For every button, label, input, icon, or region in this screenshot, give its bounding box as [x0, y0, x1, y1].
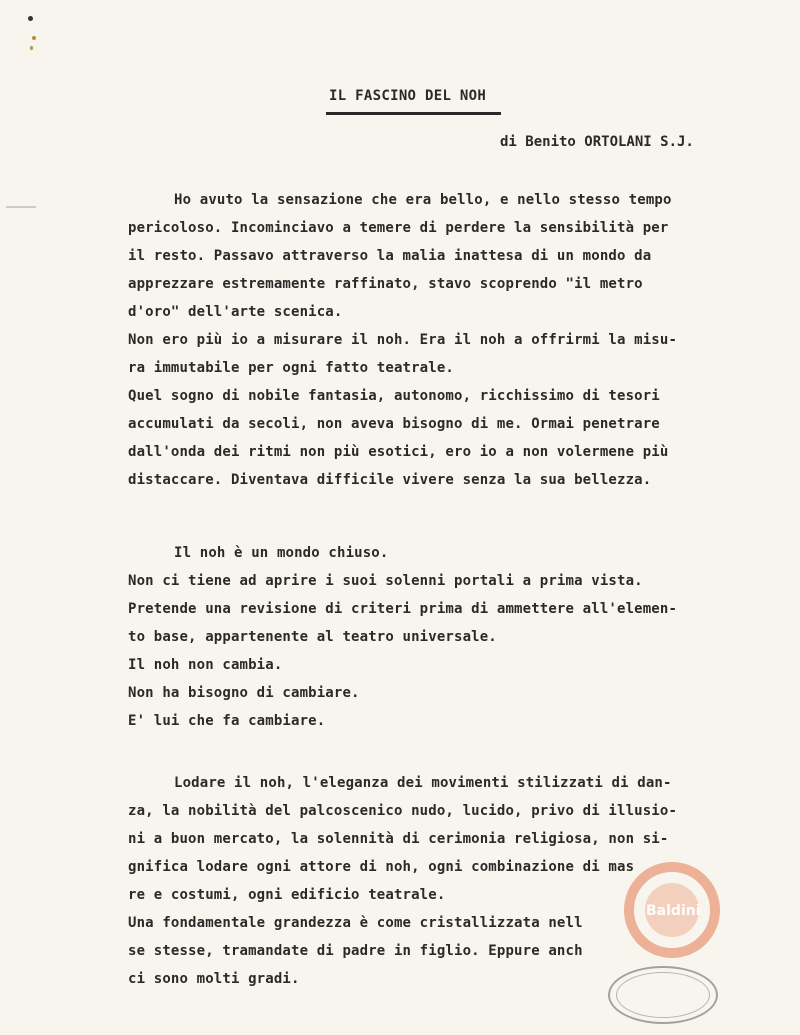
text-line: Il noh è un mondo chiuso. [174, 545, 389, 561]
text-line: Non ero più io a misurare il noh. Era il noh a offrirmi la misu- [128, 332, 678, 348]
edge-mark [6, 206, 36, 208]
text-line: apprezzare estremamente raffinato, stavo scoprendo "il metro [128, 276, 643, 292]
text-line: Lodare il noh, l'eleganza dei movimenti stilizzati di dan- [174, 775, 672, 791]
text-line: Una fondamentale grandezza è come cristallizzata nell [128, 915, 583, 931]
text-line: Pretende una revisione di criteri prima di ammettere all'elemen- [128, 601, 678, 617]
ink-speck [30, 46, 33, 50]
author-line: di Benito ORTOLANI S.J. [500, 134, 694, 150]
text-line: ra immutabile per ogni fatto teatrale. [128, 360, 454, 376]
document-title: IL FASCINO DEL NOH [329, 88, 487, 104]
text-line: Quel sogno di nobile fantasia, autonomo, ricchissimo di tesori [128, 388, 660, 404]
text-line: Ho avuto la sensazione che era bello, e nello stesso tempo [174, 192, 672, 208]
text-line: se stesse, tramandate di padre in figlio. Eppure anch [128, 943, 583, 959]
ink-speck [32, 36, 36, 40]
text-line: E' lui che fa cambiare. [128, 713, 326, 729]
text-line: re e costumi, ogni edificio teatrale. [128, 887, 446, 903]
text-line: pericoloso. Incominciavo a temere di perdere la sensibilità per [128, 220, 669, 236]
text-line: gnifica lodare ogni attore di noh, ogni combinazione di mas [128, 859, 635, 875]
text-line: za, la nobilità del palcoscenico nudo, lucido, privo di illusio- [128, 803, 678, 819]
text-line: distaccare. Diventava difficile vivere senza la sua bellezza. [128, 472, 652, 488]
text-line: ni a buon mercato, la solennità di cerimonia religiosa, non si- [128, 831, 669, 847]
title-underline [326, 112, 501, 115]
text-line: Il noh non cambia. [128, 657, 283, 673]
text-line: ci sono molti gradi. [128, 971, 300, 987]
text-line: il resto. Passavo attraverso la malia inattesa di un mondo da [128, 248, 652, 264]
library-stamp-label: Baldini [646, 903, 701, 919]
ink-speck [28, 16, 33, 21]
text-line: Non ha bisogno di cambiare. [128, 685, 360, 701]
text-line: Non ci tiene ad aprire i suoi solenni portali a prima vista. [128, 573, 643, 589]
text-line: to base, appartenente al teatro universale. [128, 629, 497, 645]
text-line: d'oro" dell'arte scenica. [128, 304, 343, 320]
text-line: accumulati da secoli, non aveva bisogno di me. Ormai penetrare [128, 416, 660, 432]
text-line: dall'onda dei ritmi non più esotici, ero io a non volermene più [128, 444, 669, 460]
archive-oval-stamp-inner [616, 972, 710, 1018]
